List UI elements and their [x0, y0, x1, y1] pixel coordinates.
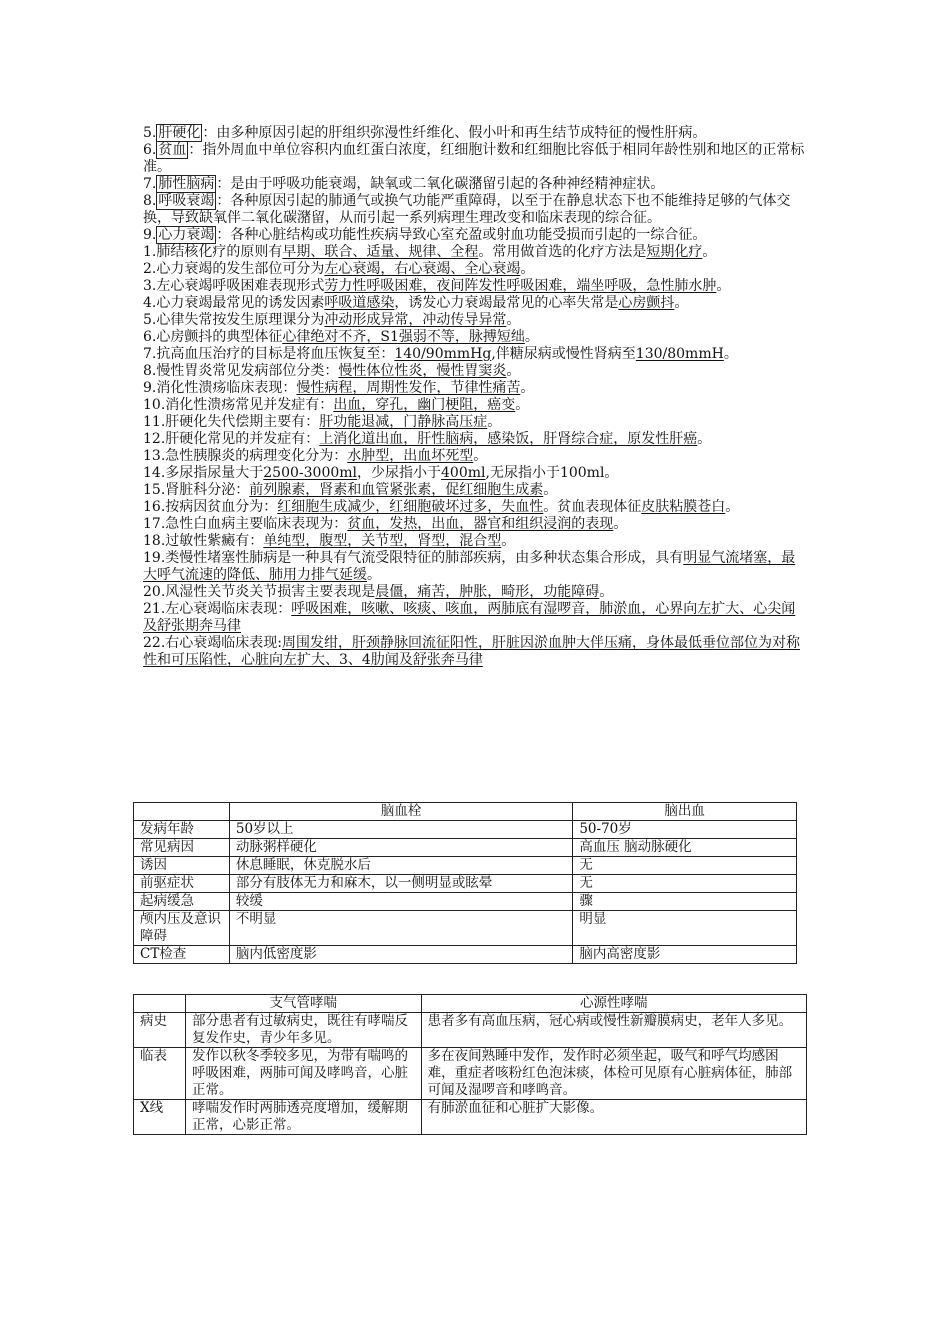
- fact-question: 11.肝硬化失代偿期主要有：: [143, 414, 320, 430]
- table-cell: 50-70岁: [573, 821, 797, 839]
- fact-continuation: ,伴糖尿病或慢性肾病至: [491, 346, 636, 362]
- definition-item: [143, 193, 808, 227]
- definition-term: 肝硬化: [158, 125, 201, 141]
- fact-continuation: 。: [524, 329, 539, 345]
- table-row: [134, 893, 797, 911]
- fact-continuation: 。: [613, 516, 628, 532]
- fact-answer: 呼吸道感染: [324, 295, 395, 311]
- fact-continuation: 。常用做首选的化疗方法是: [478, 244, 647, 260]
- fact-answer: 劳力性呼吸困难，夜间阵发性呼吸困难，端坐呼吸，急性肺水肿: [324, 278, 717, 294]
- fact-continuation: 。: [515, 397, 530, 413]
- fact-continuation: 。贫血表现体征: [543, 499, 642, 515]
- table-cell: 部分患者有过敏病史，既往有哮喘反复发作史，青少年多见。: [185, 1013, 421, 1048]
- fact-ending: 。: [725, 499, 740, 515]
- fact-item: [143, 635, 808, 669]
- fact-question: 9.消化性溃疡临床表现：: [143, 380, 297, 396]
- row-label-cell: 临表: [134, 1048, 186, 1100]
- fact-ending: ,无尿指小于100ml。: [485, 465, 619, 481]
- fact-question: 5.心律失常按发生原理课分为: [143, 312, 325, 328]
- fact-answer-2: 130/80mmH: [635, 346, 724, 362]
- stroke-comparison-table: [133, 802, 797, 964]
- table-header-cell: [134, 803, 230, 821]
- table-cell: 有肺淤血征和心脏扩大影像。: [421, 1100, 806, 1135]
- table-cell: 无: [573, 875, 797, 893]
- row-label-cell: X线: [134, 1100, 186, 1135]
- fact-continuation: 。: [473, 448, 488, 464]
- notes-page: [143, 125, 808, 669]
- definition-text: ：由多种原因引起的肝组织弥漫性纤维化、假小叶和再生结节成特征的慢性肝病。: [202, 125, 707, 141]
- definition-number: 5.: [143, 125, 157, 141]
- fact-answer: 2500-3000ml: [263, 465, 358, 481]
- fact-answer: 慢性病程，周期性发作，节律性痛苦: [296, 380, 521, 396]
- row-label-cell: CT检查: [134, 946, 230, 964]
- fact-question: 4.心力衰竭最常见的诱发因素: [143, 295, 325, 311]
- table-row: [134, 1100, 807, 1135]
- fact-answer: 出血，穿孔，幽门梗阻，癌变: [333, 397, 516, 413]
- fact-answer-2: 400ml: [441, 465, 486, 481]
- fact-item: [143, 448, 808, 465]
- table-header-row: [134, 803, 797, 821]
- fact-question: 19.类慢性堵塞性肺病是一种具有气流受限特征的肺部疾病，由多种状态集合形成，具有: [143, 550, 684, 566]
- table-row: [134, 839, 797, 857]
- fact-item: [143, 295, 808, 312]
- table-header-cell: 脑血栓: [229, 803, 572, 821]
- fact-continuation: ，少尿指小于: [357, 465, 442, 481]
- fact-question: 16.按病因贫血分为：: [143, 499, 278, 515]
- table-header-cell: [134, 995, 186, 1013]
- fact-answer: 冲动形成异常，冲动传导异常: [324, 312, 507, 328]
- fact-question: 21.左心衰竭临床表现：: [143, 601, 292, 617]
- table-row: [134, 946, 797, 964]
- fact-continuation: 。: [487, 414, 502, 430]
- definition-term: 贫血: [158, 142, 187, 158]
- fact-answer: 140/90mmHg: [394, 346, 492, 362]
- fact-question: 15.肾脏科分泌：: [143, 482, 250, 498]
- fact-item: [143, 499, 808, 516]
- fact-answer: 左心衰竭，右心衰竭、全心衰竭: [324, 261, 521, 277]
- fact-question: 3.左心衰竭呼吸困难表现形式: [143, 278, 325, 294]
- fact-item: [143, 584, 808, 601]
- fact-question: 10.消化性溃疡常见并发症有：: [143, 397, 334, 413]
- row-label-cell: 颅内压及意识障碍: [134, 911, 230, 946]
- definition-text: ：各种原因引起的肺通气或换气功能严重障碍，以至于在静息状态下也不能维持足够的气体交换，导致缺氧伴二氧化碳潴留，从而引起一系列病理生理改变和临床表现的综合征。: [143, 193, 791, 226]
- table-cell: 动脉粥样硬化: [229, 839, 572, 857]
- fact-question: 8.慢性胃炎常见发病部位分类：: [143, 363, 339, 379]
- fact-answer-2: 短期化疗: [646, 244, 703, 260]
- definition-term: 心力衰竭: [158, 227, 215, 243]
- row-label-cell: 起病缓急: [134, 893, 230, 911]
- fact-item: [143, 601, 808, 635]
- fact-question: 13.急性胰腺炎的病理变化分为：: [143, 448, 348, 464]
- fact-item: [143, 329, 808, 346]
- fact-continuation: 。: [501, 533, 516, 549]
- definition-item: [143, 176, 808, 193]
- fact-answer: 水肿型，出血坏死型: [347, 448, 474, 464]
- definition-number: 8.: [143, 193, 157, 209]
- table-cell: 较缓: [229, 893, 572, 911]
- fact-item: [143, 244, 808, 261]
- fact-question: 6.心房颤抖的典型体征: [143, 329, 283, 345]
- fact-answer: 单纯型，腹型，关节型，肾型，混合型: [263, 533, 502, 549]
- fact-ending: 。: [723, 346, 738, 362]
- definition-item: [143, 142, 808, 176]
- fact-continuation: 。: [367, 567, 381, 583]
- fact-answer: 贫血，发热，出血，器官和组织浸润的表现: [347, 516, 614, 532]
- fact-continuation: 。: [697, 431, 712, 447]
- table-row: [134, 1048, 807, 1100]
- fact-answer: 前列腺素，肾素和血管紧张素，促红细胞生成素: [249, 482, 544, 498]
- table-cell: 休息睡眠，休克脱水后: [229, 857, 572, 875]
- fact-item: [143, 550, 808, 584]
- fact-continuation: 。: [599, 584, 614, 600]
- definitions-list: [143, 125, 808, 244]
- fact-item: [143, 380, 808, 397]
- row-label-cell: 诱因: [134, 857, 230, 875]
- fact-continuation: ，诱发心力衰竭最常见的心率失常是: [394, 295, 619, 311]
- facts-list: [143, 244, 808, 669]
- table-cell: 50岁以上: [229, 821, 572, 839]
- table-header-cell: 心源性哮喘: [421, 995, 806, 1013]
- fact-item: [143, 397, 808, 414]
- fact-answer: 周围发绀，肝颈静脉回流征阳性，肝脏因淤血肿大伴压痛，身体最低垂位部位为对称性和可压陷性，心脏向左扩大、3、4肋闻及舒张奔马律: [143, 635, 800, 668]
- fact-answer-2: 心房颤抖: [618, 295, 675, 311]
- row-label-cell: 发病年龄: [134, 821, 230, 839]
- fact-continuation: 。: [716, 278, 731, 294]
- fact-answer: 明显气流堵塞，最大呼气流速的降低、肺用力排气延缓: [143, 550, 796, 583]
- table-row: [134, 857, 797, 875]
- table-header-cell: 脑出血: [573, 803, 797, 821]
- table-row: [134, 1013, 807, 1048]
- fact-answer: 上消化道出血，肝性脑病，感染饭，肝肾综合症，原发性肝癌: [319, 431, 698, 447]
- table-row: [134, 875, 797, 893]
- definition-item: [143, 125, 808, 142]
- definition-number: 9.: [143, 227, 157, 243]
- fact-answer: 肝功能退减，门静脉高压症: [319, 414, 488, 430]
- fact-answer: 慢性体位性炎，慢性胃窦炎: [338, 363, 507, 379]
- fact-answer: 呼吸困难，咳嗽、咳痰、咳血，两肺底有湿啰音，肺淤血，心界向左扩大、心尖闻及舒张期奔马律: [143, 601, 796, 634]
- fact-item: [143, 482, 808, 499]
- fact-answer-2: 皮肤粘膜苍白: [641, 499, 726, 515]
- definition-item: [143, 227, 808, 244]
- fact-question: 2.心力衰竭的发生部位可分为: [143, 261, 325, 277]
- table-header-cell: 支气管哮喘: [185, 995, 421, 1013]
- definition-text: ：指外周血中单位容积内血红蛋白浓度，红细胞计数和红细胞比容低于相同年龄性别和地区的正常标准。: [143, 142, 805, 175]
- row-label-cell: 前驱症状: [134, 875, 230, 893]
- fact-answer: 晨僵，痛苦，肿胀，畸形，功能障碍: [375, 584, 600, 600]
- fact-item: [143, 261, 808, 278]
- fact-continuation: 。: [506, 363, 521, 379]
- table-cell: 脑内低密度影: [229, 946, 572, 964]
- fact-item: [143, 414, 808, 431]
- definition-number: 6.: [143, 142, 157, 158]
- fact-item: [143, 312, 808, 329]
- fact-question: 20.风湿性关节炎关节损害主要表现是: [143, 584, 376, 600]
- table-row: [134, 911, 797, 946]
- definition-text: ：是由于呼吸功能衰竭，缺氧或二氧化碳潴留引起的各种神经精神症状。: [216, 176, 665, 192]
- fact-ending: 。: [702, 244, 717, 260]
- definition-term: 肺性脑病: [158, 176, 215, 192]
- fact-answer: 红细胞生成减少，红细胞破坏过多，失血性: [277, 499, 544, 515]
- table-cell: 哮喘发作时两肺透亮度增加，缓解期正常，心影正常。: [185, 1100, 421, 1135]
- fact-item: [143, 431, 808, 448]
- table-cell: 发作以秋冬季较多见，为带有喘鸣的呼吸困难，两肺可闻及哮鸣音，心脏正常。: [185, 1048, 421, 1100]
- fact-continuation: 。: [506, 312, 521, 328]
- table-cell: 多在夜间熟睡中发作，发作时必须坐起，吸气和呼气均感困难，重症者咳粉红色泡沫痰，体检可见原有心脏病体征，肺部可闻及湿啰音和哮鸣音。: [421, 1048, 806, 1100]
- definition-number: 7.: [143, 176, 157, 192]
- fact-continuation: 。: [520, 380, 535, 396]
- fact-question: 18.过敏性紫癜有：: [143, 533, 264, 549]
- fact-ending: 。: [674, 295, 689, 311]
- fact-item: [143, 363, 808, 380]
- fact-answer: 心律绝对不齐，S1强弱不等，脉搏短绌: [282, 329, 525, 345]
- table-cell: 无: [573, 857, 797, 875]
- row-label-cell: 病史: [134, 1013, 186, 1048]
- fact-item: [143, 346, 808, 363]
- fact-question: 1.肺结核化疗的原则有: [143, 244, 283, 260]
- fact-question: 14.多尿指尿量大于: [143, 465, 264, 481]
- table-cell: 脑内高密度影: [573, 946, 797, 964]
- fact-item: [143, 533, 808, 550]
- definition-text: ：各种心脏结构或功能性疾病导致心室充盈或射血功能受损而引起的一综合征。: [216, 227, 707, 243]
- table-cell: 部分有肢体无力和麻木，以一侧明显或眩晕: [229, 875, 572, 893]
- fact-question: 12.肝硬化常见的并发症有：: [143, 431, 320, 447]
- fact-continuation: 。: [520, 261, 535, 277]
- fact-question: 17.急性白血病主要临床表现为：: [143, 516, 348, 532]
- table-cell: 高血压 脑动脉硬化: [573, 839, 797, 857]
- row-label-cell: 常见病因: [134, 839, 230, 857]
- definition-term: 呼吸衰竭: [158, 193, 215, 209]
- asthma-comparison-table: [133, 994, 807, 1135]
- fact-continuation: 。: [543, 482, 558, 498]
- fact-question: 7.抗高血压治疗的目标是将血压恢复至：: [143, 346, 395, 362]
- table-cell: 骤: [573, 893, 797, 911]
- fact-item: [143, 465, 808, 482]
- fact-item: [143, 278, 808, 295]
- table-cell: 明显: [573, 911, 797, 946]
- table-row: [134, 821, 797, 839]
- table-cell: 患者多有高血压病，冠心病或慢性新瓣膜病史，老年人多见。: [421, 1013, 806, 1048]
- fact-answer: 早期、联合、适量、规律、全程: [282, 244, 479, 260]
- table-cell: 不明显: [229, 911, 572, 946]
- fact-question: 22.右心衰竭临床表现:: [143, 635, 282, 651]
- fact-item: [143, 516, 808, 533]
- table-header-row: [134, 995, 807, 1013]
